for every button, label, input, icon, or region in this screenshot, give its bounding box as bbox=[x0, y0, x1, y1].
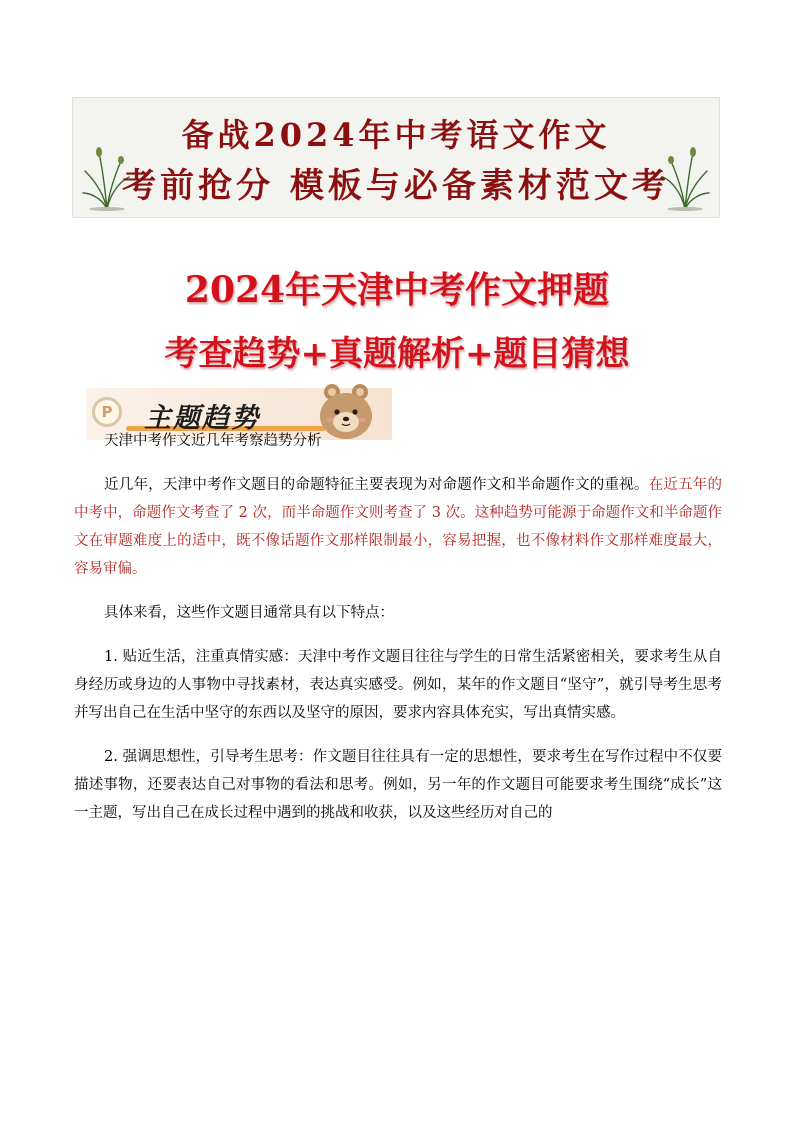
intro-paragraph bbox=[74, 471, 722, 583]
page-title: 2024年天津中考作文押题 bbox=[184, 269, 610, 311]
article-body bbox=[74, 427, 722, 827]
features-lead-paragraph: 具体来看，这些作文题目通常具有以下特点： bbox=[104, 605, 394, 621]
page-subtitle: 考查趋势+真题解析+题目猜想 bbox=[164, 334, 630, 374]
feature-point-1: 1. 贴近生活，注重真情实感：天津中考作文题目往往与学生的日常生活紧密相关，要求考生从自身经历或身边的人事物中寻找素材，表达真实感受。例如，某年的作文题目“坚守”，就引导考生思考并写出自己在生活中坚守的东西以及坚守的原因，要求内容具体充实，写出真情实感。 bbox=[74, 649, 722, 721]
section-label: 主题趋势 bbox=[144, 403, 260, 434]
banner-title-line-1: 备战2024年中考语文作文 bbox=[181, 116, 611, 154]
coin-icon: P bbox=[92, 397, 122, 427]
intro-highlight-text: 在近五年的中考中，命题作文考查了 2 次，而半命题作文则考查了 3 次。这种趋势可能源于命题作文和半命题作文在审题难度上的适中，既不像话题作文那样限制最小，容易把握，也不像材料作文那样难度最大，容易审偏。 bbox=[74, 477, 723, 577]
feature-point-2: 2. 强调思想性，引导考生思考：作文题目往往具有一定的思想性，要求考生在写作过程中不仅要描述事物，还要表达自己对事物的看法和思考。例如，另一年的作文题目可能要求考生围绕“成长”这一主题，写出自己在成长过程中遇到的挑战和收获，以及这些经历对自己的 bbox=[74, 749, 722, 821]
body-heading: 天津中考作文近几年考察趋势分析 bbox=[104, 433, 322, 449]
header-banner bbox=[72, 97, 720, 218]
banner-title-line-2: 考前抢分 模板与必备素材范文考 bbox=[122, 166, 670, 206]
intro-text: 近几年，天津中考作文题目的命题特征主要表现为对命题作文和半命题作文的重视。 bbox=[104, 477, 649, 493]
